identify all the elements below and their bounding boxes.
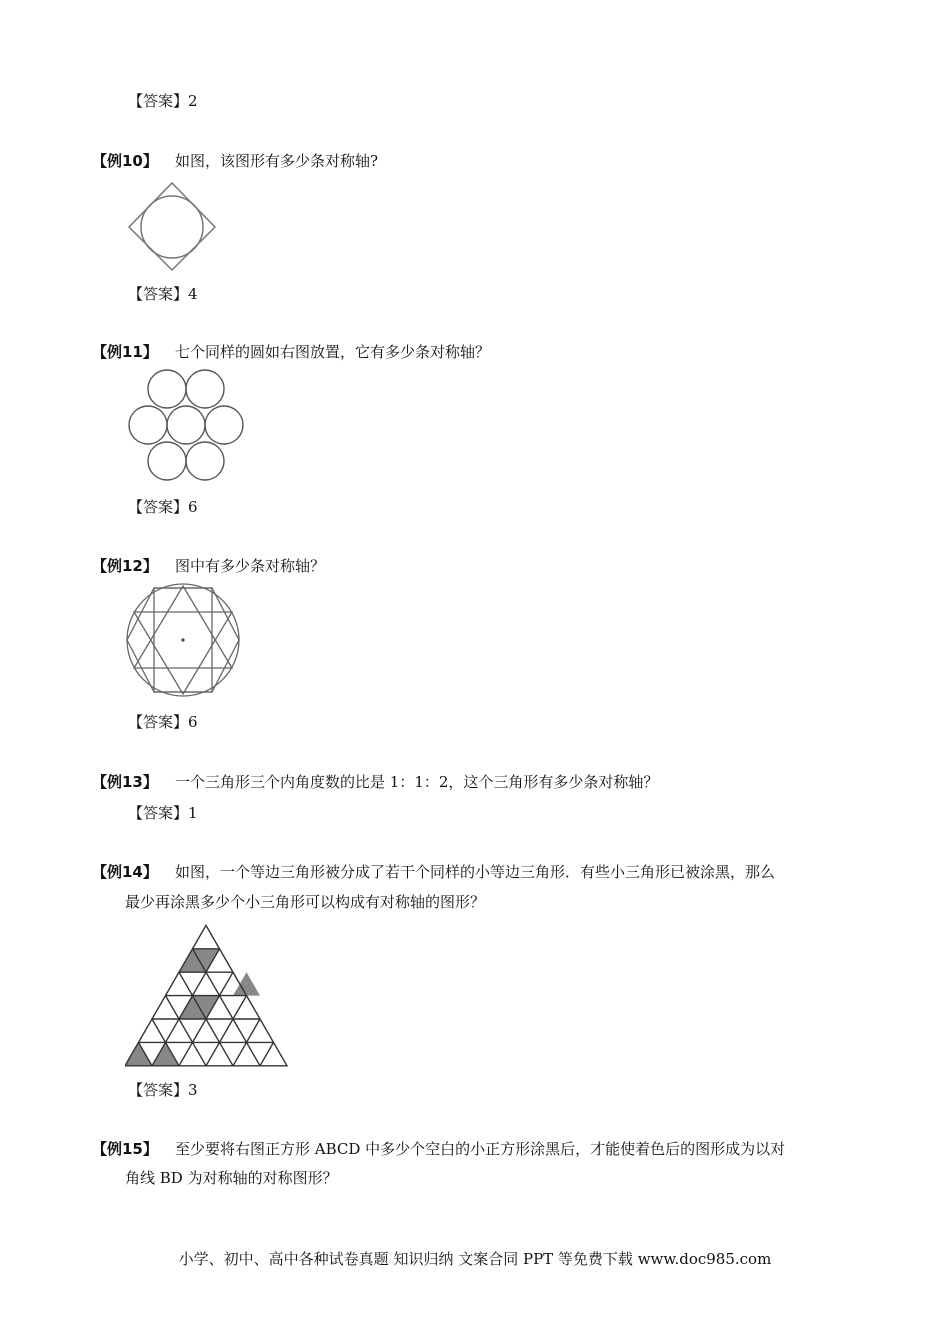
answer-value: 6 (188, 713, 198, 731)
answer-prefix: 【答案】 (128, 285, 189, 303)
answer-value: 4 (188, 285, 198, 303)
question-text: 角线 BD 为对称轴的对称图形？ (125, 1169, 338, 1187)
question-text: 最少再涂黑多少个小三角形可以构成有对称轴的图形？ (125, 893, 486, 911)
seven-circles-figure (124, 368, 248, 484)
example-label: 【例13】 (92, 773, 158, 791)
answer-line (128, 283, 198, 304)
answer-value: 3 (188, 1081, 198, 1099)
circle-in-square-figure (125, 180, 219, 274)
answer-value: 2 (188, 92, 198, 110)
question-text: 至少要将右图正方形 ABCD 中多少个空白的小正方形涂黑后，才能使着色后的图形成为以对 (175, 1140, 786, 1158)
question-text: 一个三角形三个内角度数的比是 1：1：2，这个三角形有多少条对称轴？ (175, 773, 659, 791)
triangle-grid-figure (125, 915, 295, 1070)
example-label: 【例14】 (92, 863, 158, 881)
circle-hexagram-square-figure (124, 583, 244, 697)
answer-value: 1 (188, 804, 198, 822)
example-label: 【例11】 (92, 343, 158, 361)
question-text: 图中有多少条对称轴？ (175, 557, 326, 575)
answer-value: 6 (188, 498, 198, 516)
example-label: 【例12】 (92, 557, 158, 575)
example-label: 【例15】 (92, 1140, 158, 1158)
answer-line (128, 1079, 198, 1100)
page-footer: 小学、初中、高中各种试卷真题 知识归纳 文案合同 PPT 等免费下载 www.doc985.com (178, 1250, 772, 1268)
answer-prefix: 【答案】 (128, 1081, 189, 1099)
answer-prefix: 【答案】 (128, 92, 189, 110)
answer-prefix: 【答案】 (128, 498, 189, 516)
answer-line (128, 802, 198, 823)
answer-prefix: 【答案】 (128, 713, 189, 731)
question-text: 七个同样的圆如右图放置，它有多少条对称轴？ (175, 343, 491, 361)
answer-prefix: 【答案】 (128, 804, 189, 822)
answer-line (128, 90, 198, 111)
answer-line (128, 711, 198, 732)
answer-line (128, 496, 198, 517)
example-label: 【例10】 (92, 152, 158, 170)
question-text: 如图，一个等边三角形被分成了若干个同样的小等边三角形．有些小三角形已被涂黑，那么 (175, 863, 776, 881)
question-text: 如图，该图形有多少条对称轴? (175, 152, 379, 170)
